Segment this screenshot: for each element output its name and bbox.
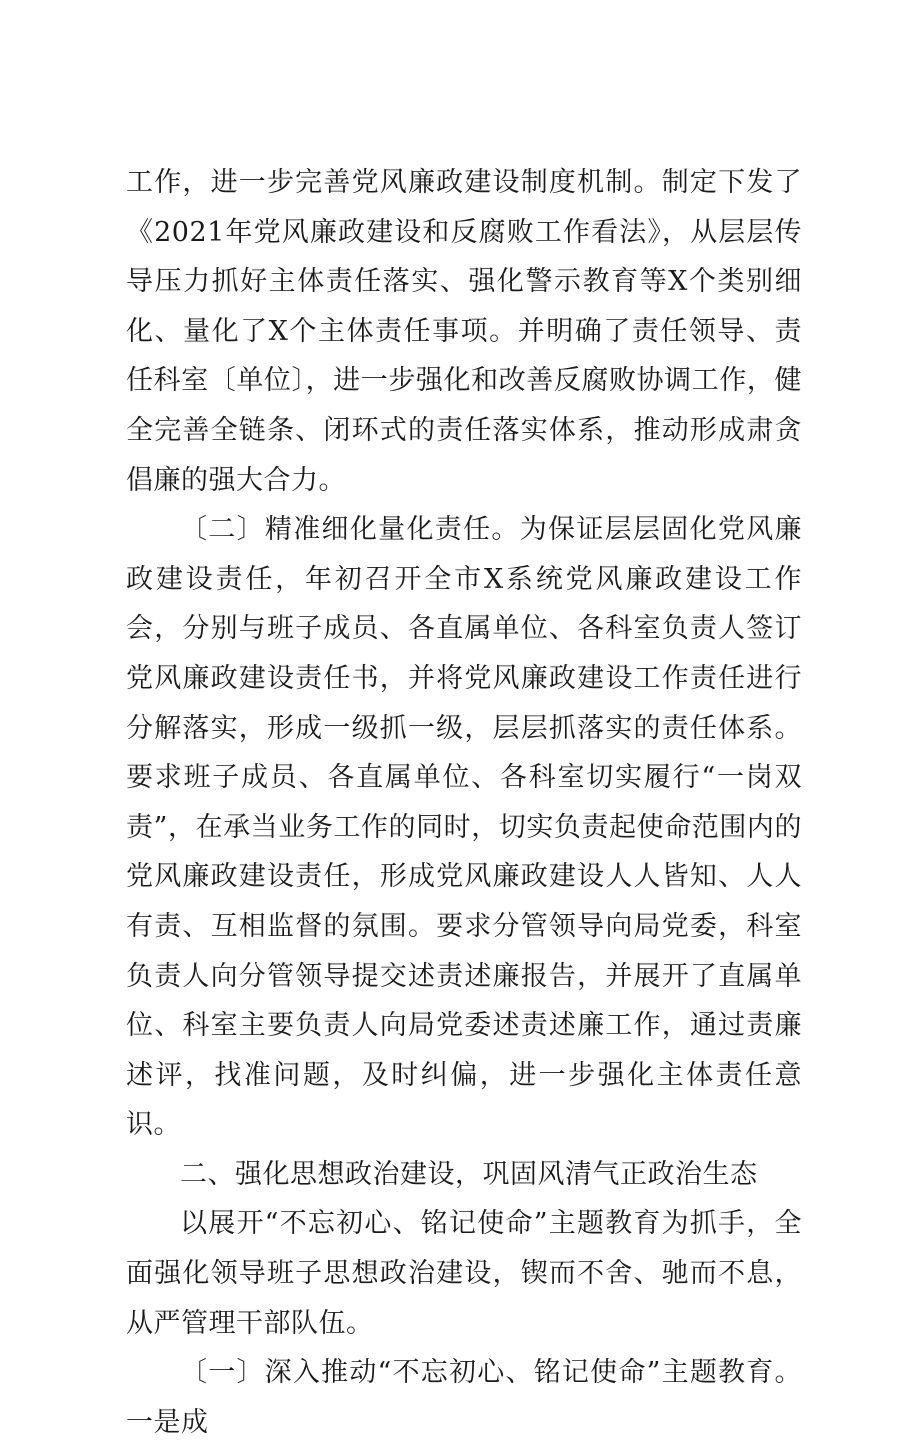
body-paragraph-2: 〔二〕精准细化量化责任。为保证层层固化党风廉政建设责任，年初召开全市X系统党风廉政建设工作会，分别与班子成员、各直属单位、各科室负责人签订党风廉政建设责任书，并将党风廉政建设工作责任进行分解落实，形成一级抓一级，层层抓落实的责任体系。要求班子成员、各直属单位、各科室切实履行“一岗双责”，在承当业务工作的同时，切实负责起使命范围内的党风廉政建设责任，形成党风廉政建设人人皆知、人人有责、互相监督的氛围。要求分管领导向局党委，科室负责人向分管领导提交述责述廉报告，并展开了直属单位、科室主要负责人向局党委述责述廉工作，通过责廉述评，找准问题，及时纠偏，进一步强化主体责任意识。 xyxy=(126,514,802,1141)
body-paragraph-3: 以展开“不忘初心、铭记使命”主题教育为抓手，全面强化领导班子思想政治建设，锲而不舍、驰而不息，从严管理干部队伍。 xyxy=(126,1208,802,1339)
section-heading: 二、强化思想政治建设，巩固风清气正政治生态 xyxy=(180,1158,758,1190)
body-paragraph-1: 工作，进一步完善党风廉政建设制度机制。制定下发了《2021年党风廉政建设和反腐败工作看法》，从层层传导压力抓好主体责任落实、强化警示教育等X个类别细化、量化了X个主体责任事项。并明确了责任领导、责任科室〔单位〕，进一步强化和改善反腐败协调工作，健全完善全链条、闭环式的责任落实体系，推动形成肃贪倡廉的强大合力。 xyxy=(126,167,802,496)
body-paragraph-4: 〔一〕深入推动“不忘初心、铭记使命”主题教育。一是成 xyxy=(126,1357,802,1438)
